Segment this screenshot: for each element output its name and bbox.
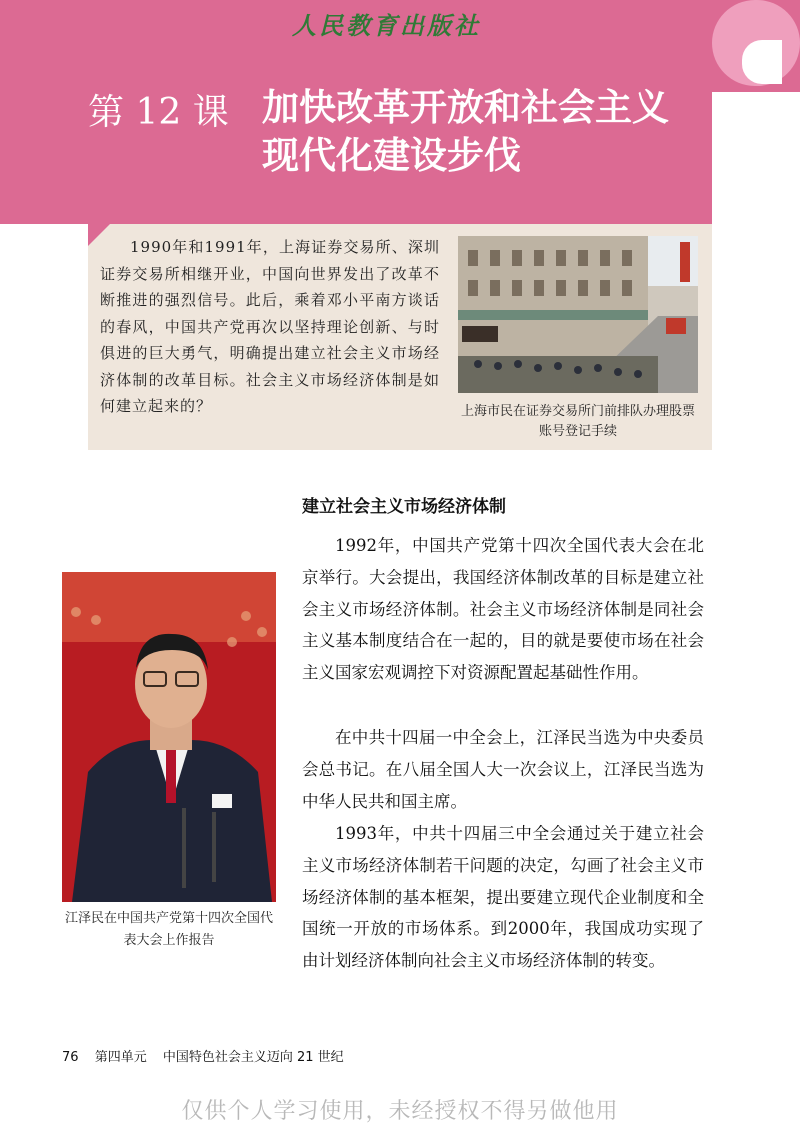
watermark: 仅供个人学习使用，未经授权不得另做他用 [181,1099,619,1124]
section-heading: 建立社会主义市场经济体制 [302,497,506,517]
jiang-zemin-photo-caption: 江泽民在中国共产党第十四次全国代表大会上作报告 [64,911,273,948]
unit-title: 中国特色社会主义迈向 21 世纪 [162,1050,344,1065]
stock-exchange-photo-caption: 上海市民在证券交易所门前排队办理股票账号登记手续 [460,404,695,439]
corner-tab-decoration [712,0,800,92]
unit-label: 第四单元 [94,1050,147,1065]
page-footer [62,1046,356,1065]
lesson-number: 第 12 课 [88,92,229,133]
section-paragraph: 1992年，中国共产党第十四次全国代表大会在北京举行。大会提出，我国经济体制改革的目标是建立社会主义市场经济体制。社会主义市场经济体制是同社会主义基本制度结合在一起的，目的就是要使市场在社会主义国家宏观调控下对资源配置起基础性作用。 [302,536,704,683]
intro-text: 1990年和1991年，上海证券交易所、深圳证券交易所相继开业，中国向世界发出了改革不断推进的强烈信号。此后，乘着邓小平南方谈话的春风，中国共产党再次以坚持理论创新、与时俱进的巨大勇气，明确提出建立社会主义市场经济体制的改革目标。社会主义市场经济体制是如何建立起来的？ [100,238,440,415]
lesson-title: 加快改革开放和社会主义现代化建设步伐 [262,86,669,177]
corner-notch [742,40,782,84]
publisher-logo: 人民教育出版社 [292,11,481,40]
page-number: 76 [62,1050,79,1065]
stock-exchange-queue-photo [458,236,698,393]
section-paragraph: 在中共十四届一中全会上，江泽民当选为中央委员会总书记。在八届全国人大一次会议上，江泽民当选为中华人民共和国主席。 [302,728,704,811]
jiang-zemin-report-photo [62,572,276,902]
section-paragraph: 1993年，中共十四届三中全会通过关于建立社会主义市场经济体制若干问题的决定，勾画了社会主义市场经济体制的基本框架，提出要建立现代企业制度和全国统一开放的市场体系。到2000年，我国成功实现了由计划经济体制向社会主义市场经济体制的转变。 [302,824,704,971]
